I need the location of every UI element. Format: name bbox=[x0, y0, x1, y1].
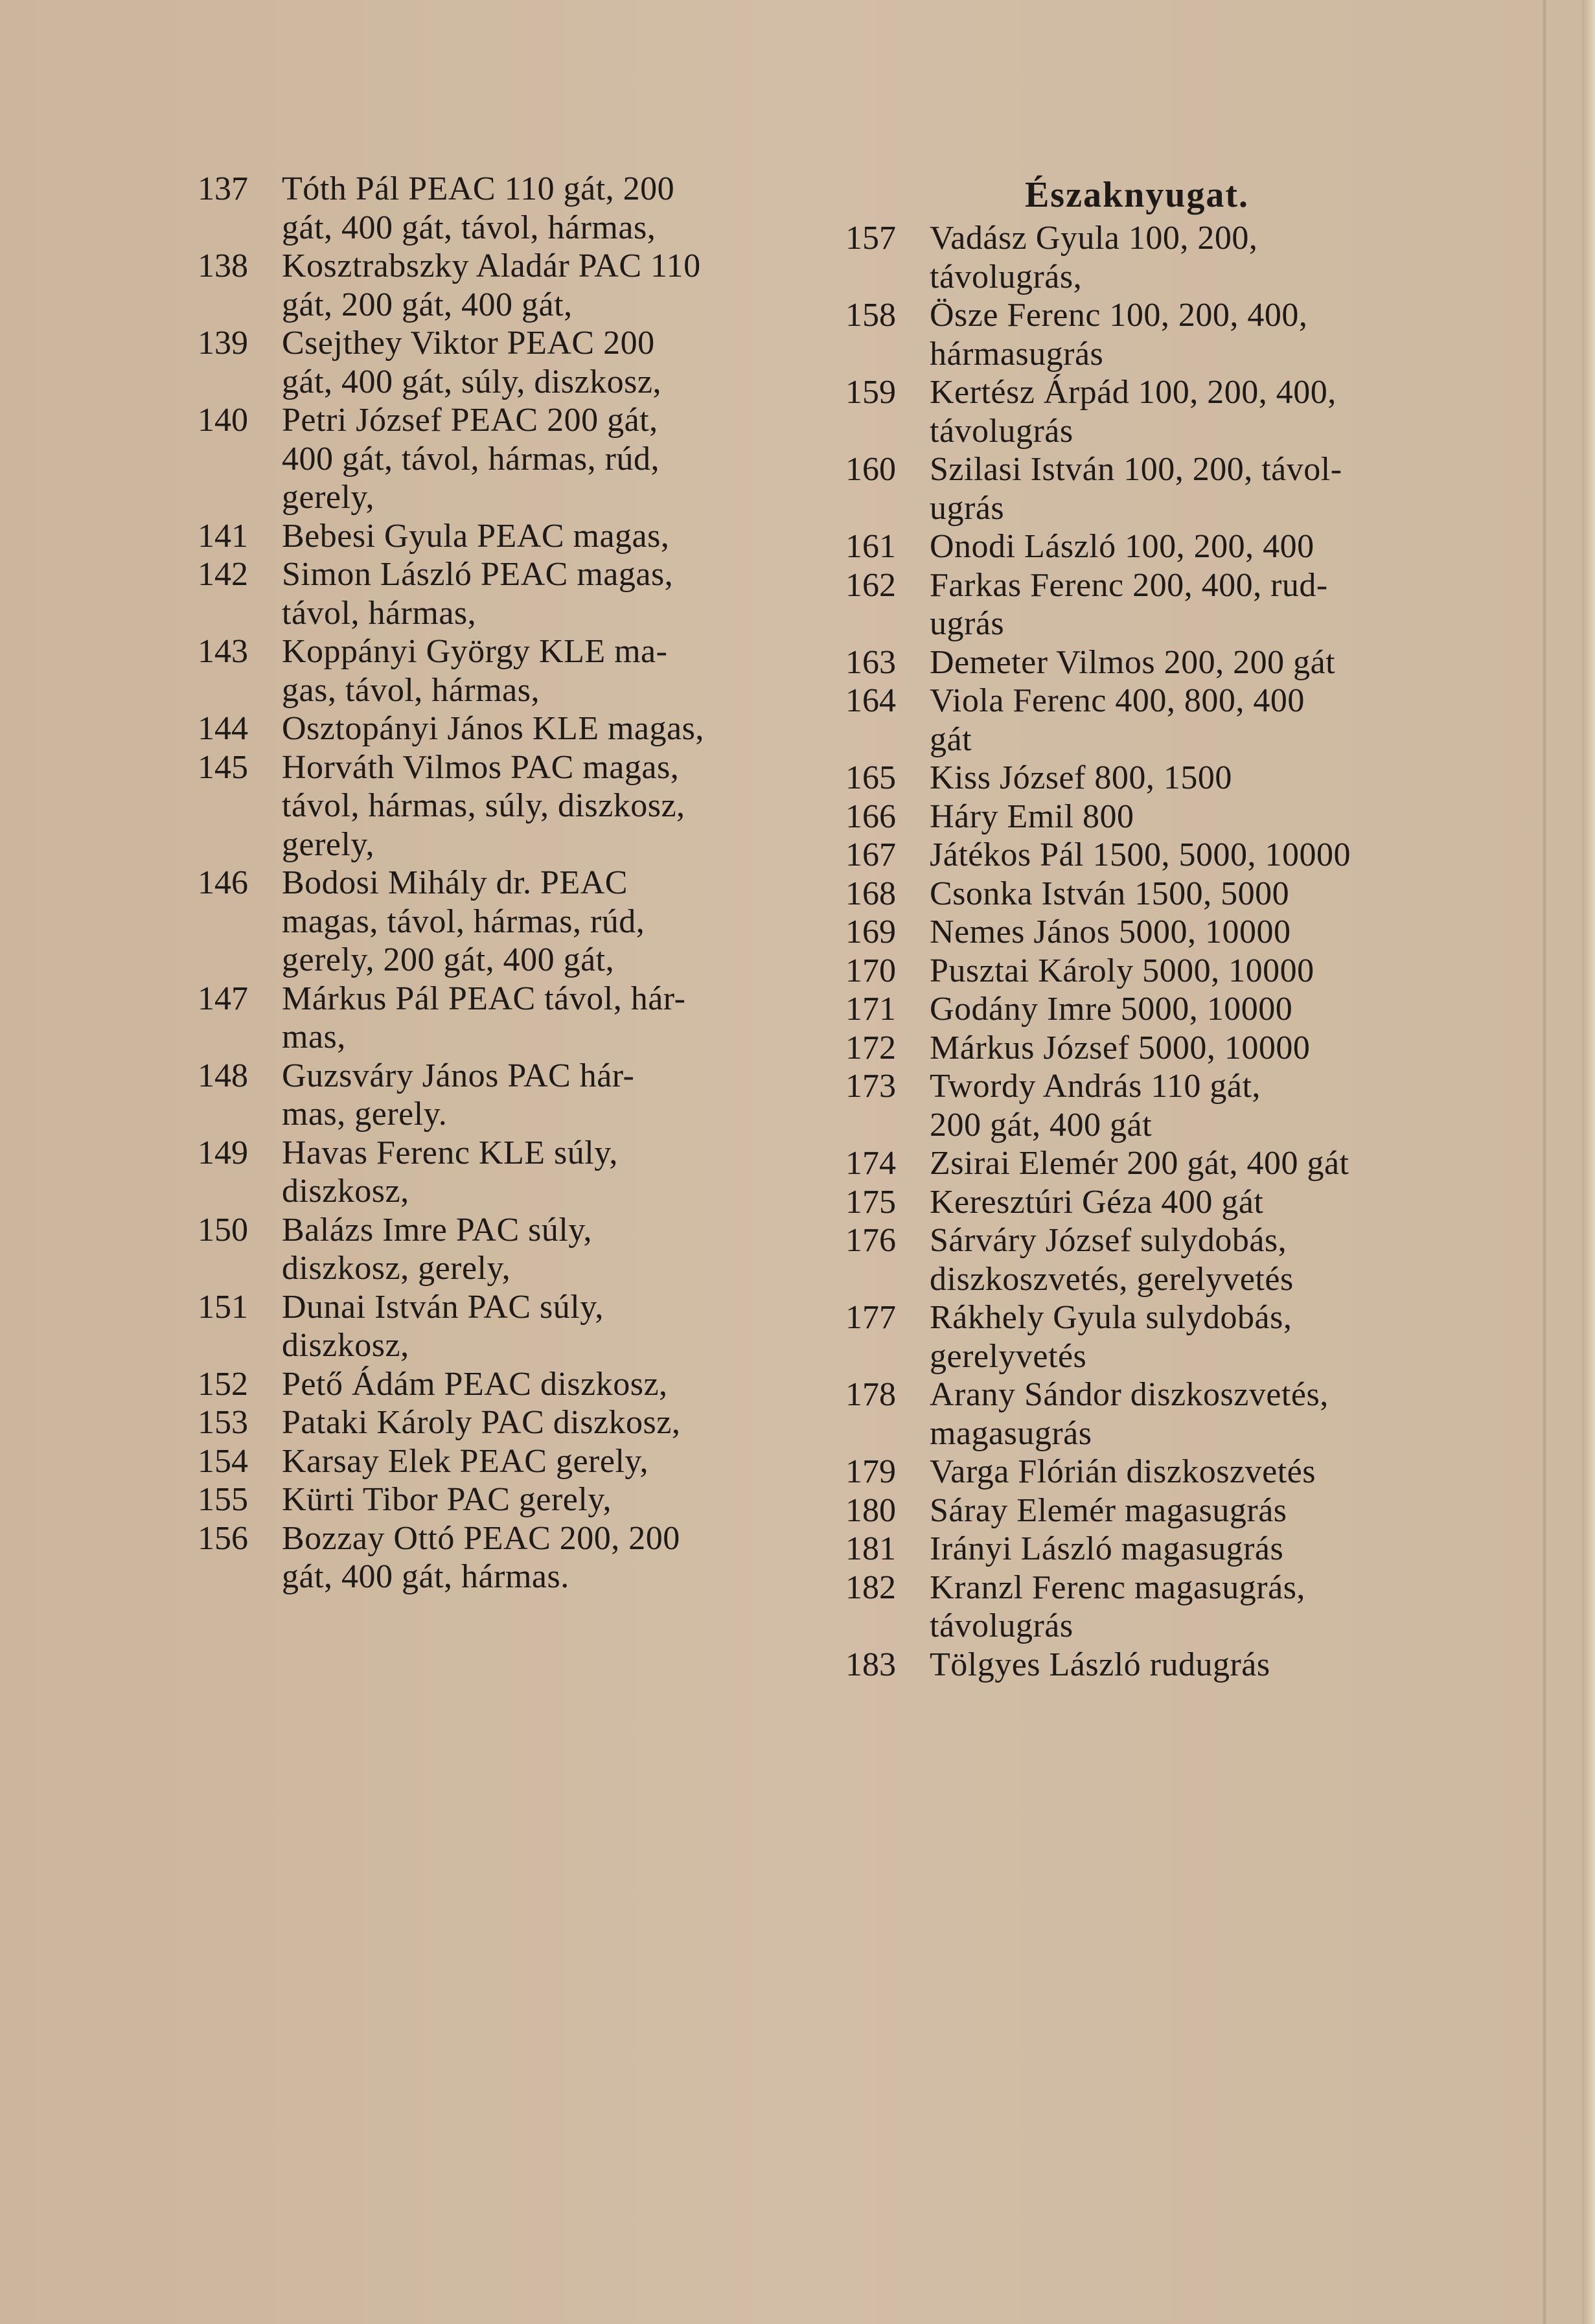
entry-number: 167 bbox=[845, 836, 896, 873]
list-item bbox=[198, 1403, 781, 1442]
entry-number: 178 bbox=[845, 1376, 896, 1413]
entry-number: 179 bbox=[845, 1453, 896, 1490]
entry-text: Ösze Ferenc 100, 200, 400, hármasugrás bbox=[930, 297, 1308, 373]
entry-text: Onodi László 100, 200, 400 bbox=[930, 528, 1314, 565]
entry-number: 169 bbox=[845, 914, 896, 950]
page-fold-shadow bbox=[1542, 0, 1547, 2324]
list-item bbox=[198, 324, 781, 401]
entry-text: Bodosi Mihály dr. PEAC magas, távol, hármas, rúd, gerely, 200 gát, 400 gát, bbox=[282, 864, 645, 978]
entry-number: 147 bbox=[198, 980, 248, 1017]
entry-number: 161 bbox=[845, 528, 896, 565]
list-item bbox=[845, 450, 1429, 527]
entry-number: 183 bbox=[845, 1646, 896, 1683]
entry-number: 168 bbox=[845, 875, 896, 912]
entry-text: Szilasi István 100, 200, távol- ugrás bbox=[930, 451, 1342, 527]
entry-number: 177 bbox=[845, 1299, 896, 1336]
entry-text: Kertész Árpád 100, 200, 400, távolugrás bbox=[930, 374, 1337, 450]
list-item bbox=[845, 219, 1429, 296]
entry-number: 142 bbox=[198, 556, 248, 593]
right-entry-list bbox=[845, 219, 1429, 1684]
list-item bbox=[845, 1569, 1429, 1646]
list-item bbox=[198, 748, 781, 864]
list-item bbox=[845, 527, 1429, 566]
entry-number: 154 bbox=[198, 1442, 248, 1480]
list-item bbox=[198, 1519, 781, 1596]
entry-text: Irányi László magasugrás bbox=[930, 1530, 1284, 1567]
page-edge bbox=[1582, 0, 1595, 2324]
list-item bbox=[845, 1144, 1429, 1183]
entry-number: 163 bbox=[845, 643, 896, 681]
list-item bbox=[845, 643, 1429, 682]
entry-number: 173 bbox=[845, 1068, 896, 1105]
entry-text: Kürti Tibor PAC gerely, bbox=[282, 1481, 612, 1518]
entry-number: 157 bbox=[845, 220, 896, 257]
list-item bbox=[198, 1057, 781, 1134]
entry-text: Kranzl Ferenc magasugrás, távolugrás bbox=[930, 1569, 1305, 1644]
entry-number: 149 bbox=[198, 1134, 248, 1171]
entry-text: Kiss József 800, 1500 bbox=[930, 759, 1232, 796]
entry-number: 152 bbox=[198, 1365, 248, 1403]
entry-text: Háry Emil 800 bbox=[930, 798, 1134, 835]
entry-text: Nemes János 5000, 10000 bbox=[930, 914, 1291, 950]
entry-text: Csejthey Viktor PEAC 200 gát, 400 gát, súly, diszkosz, bbox=[282, 325, 661, 400]
entry-number: 166 bbox=[845, 798, 896, 835]
entry-number: 164 bbox=[845, 682, 896, 719]
entry-number: 181 bbox=[845, 1530, 896, 1567]
list-item bbox=[845, 682, 1429, 759]
entry-text: Horváth Vilmos PAC magas, távol, hármas, súly, diszkosz, gerely, bbox=[282, 748, 685, 863]
entry-number: 174 bbox=[845, 1145, 896, 1182]
entry-text: Zsirai Elemér 200 gát, 400 gát bbox=[930, 1145, 1349, 1182]
entry-text: Farkas Ferenc 200, 400, rud- ugrás bbox=[930, 566, 1328, 642]
entry-text: Márkus Pál PEAC távol, hár- mas, bbox=[282, 980, 686, 1055]
entry-number: 144 bbox=[198, 710, 248, 747]
list-item bbox=[845, 1453, 1429, 1491]
list-item bbox=[198, 1211, 781, 1288]
list-item bbox=[198, 1288, 781, 1365]
entry-text: Sáray Elemér magasugrás bbox=[930, 1491, 1287, 1529]
list-item bbox=[198, 980, 781, 1057]
entry-text: Simon László PEAC magas, távol, hármas, bbox=[282, 556, 674, 632]
entry-number: 159 bbox=[845, 374, 896, 411]
list-item bbox=[845, 1183, 1429, 1222]
list-item bbox=[845, 952, 1429, 991]
list-item bbox=[845, 1221, 1429, 1298]
entry-text: Keresztúri Géza 400 gát bbox=[930, 1183, 1264, 1221]
entry-number: 151 bbox=[198, 1288, 248, 1326]
list-item bbox=[845, 1646, 1429, 1685]
entry-number: 150 bbox=[198, 1211, 248, 1248]
entry-number: 158 bbox=[845, 297, 896, 334]
entry-text: Bozzay Ottó PEAC 200, 200 gát, 400 gát, hármas. bbox=[282, 1519, 680, 1595]
entry-text: Twordy András 110 gát, 200 gát, 400 gát bbox=[930, 1068, 1261, 1144]
left-column bbox=[198, 170, 781, 1596]
list-item bbox=[845, 836, 1429, 875]
entry-text: Pataki Károly PAC diszkosz, bbox=[282, 1404, 681, 1441]
list-item bbox=[845, 913, 1429, 952]
entry-number: 141 bbox=[198, 517, 248, 555]
list-item bbox=[845, 990, 1429, 1029]
entry-text: Pusztai Károly 5000, 10000 bbox=[930, 952, 1314, 989]
entry-number: 170 bbox=[845, 952, 896, 989]
entry-number: 148 bbox=[198, 1057, 248, 1094]
entry-number: 165 bbox=[845, 759, 896, 796]
entry-text: Guzsváry János PAC hár- mas, gerely. bbox=[282, 1057, 635, 1133]
entry-text: Varga Flórián diszkoszvetés bbox=[930, 1453, 1316, 1490]
entry-number: 160 bbox=[845, 451, 896, 488]
entry-number: 146 bbox=[198, 864, 248, 901]
entry-text: Tóth Pál PEAC 110 gát, 200 gát, 400 gát, távol, hármas, bbox=[282, 170, 675, 246]
list-item bbox=[198, 170, 781, 247]
entry-number: 143 bbox=[198, 633, 248, 670]
list-item bbox=[845, 1530, 1429, 1569]
list-item bbox=[198, 1480, 781, 1519]
entry-text: Sárváry József sulydobás, diszkoszvetés, gerelyvetés bbox=[930, 1222, 1294, 1298]
entry-text: Arany Sándor diszkoszvetés, magasugrás bbox=[930, 1376, 1329, 1452]
list-item bbox=[845, 373, 1429, 450]
entry-text: Rákhely Gyula sulydobás, gerelyvetés bbox=[930, 1299, 1292, 1375]
entry-number: 138 bbox=[198, 247, 248, 284]
list-item bbox=[845, 875, 1429, 914]
list-item bbox=[198, 517, 781, 556]
entry-text: Dunai István PAC súly, diszkosz, bbox=[282, 1288, 604, 1364]
entry-text: Bebesi Gyula PEAC magas, bbox=[282, 517, 670, 555]
entry-number: 176 bbox=[845, 1222, 896, 1259]
list-item bbox=[845, 296, 1429, 373]
list-item bbox=[845, 566, 1429, 643]
list-item bbox=[845, 1375, 1429, 1453]
list-item bbox=[198, 632, 781, 709]
entry-text: Balázs Imre PAC súly, diszkosz, gerely, bbox=[282, 1211, 592, 1287]
entry-number: 140 bbox=[198, 402, 248, 439]
entry-text: Karsay Elek PEAC gerely, bbox=[282, 1442, 649, 1480]
list-item bbox=[198, 247, 781, 324]
entry-number: 155 bbox=[198, 1481, 248, 1518]
list-item bbox=[198, 1442, 781, 1481]
list-item bbox=[198, 1134, 781, 1211]
entry-number: 175 bbox=[845, 1183, 896, 1221]
list-item bbox=[845, 798, 1429, 836]
list-item bbox=[845, 1067, 1429, 1144]
entry-number: 162 bbox=[845, 566, 896, 604]
entry-number: 145 bbox=[198, 748, 248, 786]
list-item bbox=[198, 401, 781, 517]
list-item bbox=[198, 709, 781, 748]
entry-text: Vadász Gyula 100, 200, távolugrás, bbox=[930, 220, 1258, 295]
entry-number: 182 bbox=[845, 1569, 896, 1606]
entry-text: Osztopányi János KLE magas, bbox=[282, 710, 704, 747]
list-item bbox=[845, 1491, 1429, 1530]
list-item bbox=[198, 555, 781, 632]
entry-number: 171 bbox=[845, 991, 896, 1028]
right-column bbox=[845, 170, 1429, 1684]
entry-number: 156 bbox=[198, 1519, 248, 1557]
entry-text: Csonka István 1500, 5000 bbox=[930, 875, 1290, 912]
list-item bbox=[198, 864, 781, 980]
section-heading: Északnyugat. bbox=[1024, 175, 1250, 215]
entry-text: Márkus József 5000, 10000 bbox=[930, 1029, 1311, 1066]
list-item bbox=[845, 1298, 1429, 1375]
list-item bbox=[845, 1029, 1429, 1068]
entry-number: 137 bbox=[198, 170, 248, 207]
entry-number: 139 bbox=[198, 325, 248, 362]
entry-text: Godány Imre 5000, 10000 bbox=[930, 991, 1293, 1028]
entry-number: 153 bbox=[198, 1404, 248, 1441]
entry-text: Havas Ferenc KLE súly, diszkosz, bbox=[282, 1134, 618, 1210]
entry-text: Pető Ádám PEAC diszkosz, bbox=[282, 1365, 668, 1403]
entry-number: 172 bbox=[845, 1029, 896, 1066]
entry-text: Viola Ferenc 400, 800, 400 gát bbox=[930, 682, 1305, 758]
entry-text: Tölgyes László rudugrás bbox=[930, 1646, 1270, 1683]
entry-number: 180 bbox=[845, 1491, 896, 1529]
entry-text: Demeter Vilmos 200, 200 gát bbox=[930, 643, 1336, 681]
entry-text: Koppányi György KLE ma- gas, távol, hármas, bbox=[282, 633, 668, 709]
entry-text: Petri József PEAC 200 gát, 400 gát, távol, hármas, rúd, gerely, bbox=[282, 402, 660, 516]
list-item bbox=[198, 1365, 781, 1404]
entry-text: Kosztrabszky Aladár PAC 110 gát, 200 gát, 400 gát, bbox=[282, 247, 701, 323]
list-item bbox=[845, 759, 1429, 798]
entry-text: Játékos Pál 1500, 5000, 10000 bbox=[930, 836, 1351, 873]
